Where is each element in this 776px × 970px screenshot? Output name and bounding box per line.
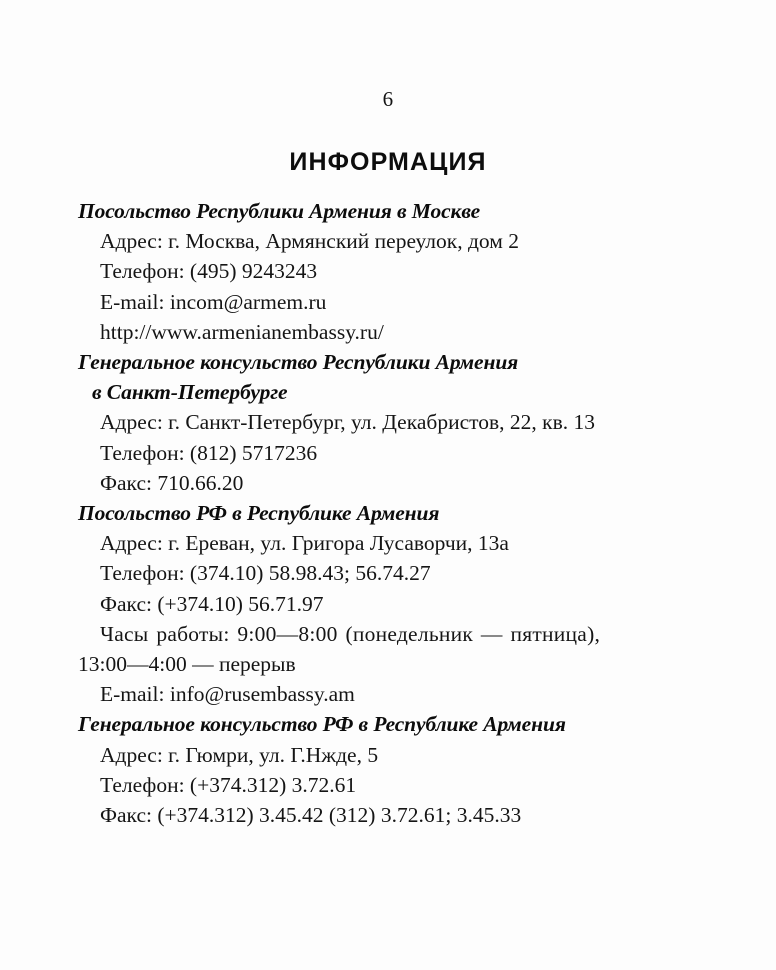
page-number: 6 xyxy=(382,87,394,111)
organization-heading: в Санкт-Петербурге xyxy=(92,380,288,405)
contact-line: Телефон: (812) 5717236 xyxy=(100,440,318,465)
contact-line: Часы работы: 9:00—8:00 (понедельник — пятница), xyxy=(100,621,601,646)
contact-line: Адрес: г. Санкт-Петербург, ул. Декабристов, 22, кв. 13 xyxy=(100,410,595,435)
page-title: ИНФОРМАЦИЯ xyxy=(289,147,487,176)
contact-directory xyxy=(78,196,706,830)
contact-line: Факс: (+374.10) 56.71.97 xyxy=(100,591,324,616)
organization-heading: Генеральное консульство РФ в Республике Армения xyxy=(78,712,566,737)
contact-line: Телефон: (374.10) 58.98.43; 56.74.27 xyxy=(100,561,431,586)
organization-heading: Посольство РФ в Республике Армения xyxy=(78,501,440,526)
contact-line: E-mail: info@rusembassy.am xyxy=(100,682,355,707)
contact-line: 13:00—4:00 — перерыв xyxy=(78,652,296,677)
contact-line: http://www.armenianembassy.ru/ xyxy=(100,319,384,344)
organization-heading: Генеральное консульство Республики Армения xyxy=(78,350,519,375)
contact-line: Факс: (+374.312) 3.45.42 (312) 3.72.61; 3.45.33 xyxy=(100,803,522,828)
contact-line: Адрес: г. Ереван, ул. Григора Лусаворчи, 13а xyxy=(100,531,509,556)
contact-line: Адрес: г. Гюмри, ул. Г.Нжде, 5 xyxy=(100,742,379,767)
organization-heading: Посольство Республики Армения в Москве xyxy=(78,199,481,223)
contact-line: Факс: 710.66.20 xyxy=(100,470,244,495)
contact-line: E-mail: incom@armem.ru xyxy=(100,289,327,314)
contact-line: Адрес: г. Москва, Армянский переулок, дом 2 xyxy=(100,229,519,254)
contact-line: Телефон: (+374.312) 3.72.61 xyxy=(100,772,357,797)
contact-line: Телефон: (495) 9243243 xyxy=(100,259,318,284)
